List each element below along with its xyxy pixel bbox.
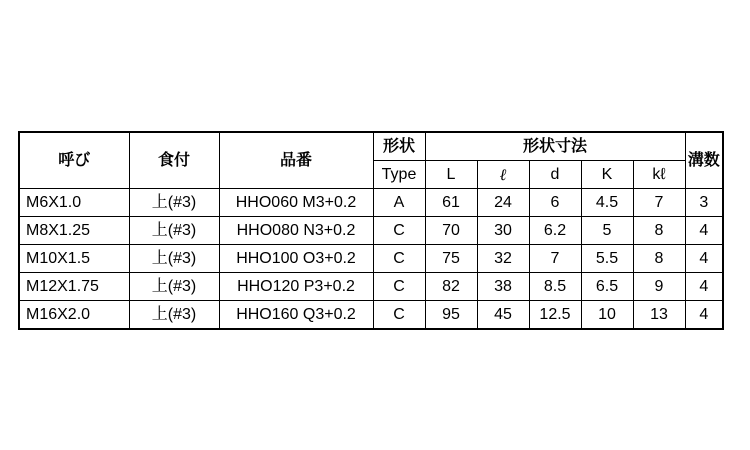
table-row	[19, 217, 723, 245]
cell-L: 61	[425, 189, 477, 217]
cell-kuitsuki: 上(#3)	[129, 245, 219, 273]
cell-yobi: M8X1.25	[19, 217, 129, 245]
cell-K: 4.5	[581, 189, 633, 217]
header-row-1	[19, 132, 723, 161]
cell-d: 6.2	[529, 217, 581, 245]
table-row	[19, 273, 723, 301]
cell-L: 95	[425, 301, 477, 330]
cell-mizo: 4	[685, 273, 723, 301]
header-kuitsuki: 食付	[129, 132, 219, 189]
cell-K: 5	[581, 217, 633, 245]
header-hinban: 品番	[219, 132, 373, 189]
cell-L: 75	[425, 245, 477, 273]
header-dim-L: L	[425, 161, 477, 189]
cell-kuitsuki: 上(#3)	[129, 217, 219, 245]
cell-mizo: 4	[685, 245, 723, 273]
cell-kell: 9	[633, 273, 685, 301]
table-row	[19, 301, 723, 330]
header-dim-ell: ℓ	[477, 161, 529, 189]
cell-hinban: HHO060 M3+0.2	[219, 189, 373, 217]
cell-ell: 24	[477, 189, 529, 217]
cell-hinban: HHO080 N3+0.2	[219, 217, 373, 245]
cell-ell: 30	[477, 217, 529, 245]
cell-kell: 13	[633, 301, 685, 330]
cell-kuitsuki: 上(#3)	[129, 189, 219, 217]
cell-L: 82	[425, 273, 477, 301]
cell-type: C	[373, 273, 425, 301]
cell-d: 6	[529, 189, 581, 217]
table-row	[19, 189, 723, 217]
cell-d: 8.5	[529, 273, 581, 301]
cell-yobi: M10X1.5	[19, 245, 129, 273]
cell-type: C	[373, 245, 425, 273]
header-dim-d: d	[529, 161, 581, 189]
cell-type: A	[373, 189, 425, 217]
header-type: Type	[373, 161, 425, 189]
cell-kell: 8	[633, 217, 685, 245]
cell-mizo: 4	[685, 301, 723, 330]
cell-yobi: M12X1.75	[19, 273, 129, 301]
header-keijou: 形状	[373, 132, 425, 161]
cell-kuitsuki: 上(#3)	[129, 273, 219, 301]
cell-type: C	[373, 301, 425, 330]
cell-ell: 32	[477, 245, 529, 273]
cell-mizo: 4	[685, 217, 723, 245]
cell-kell: 7	[633, 189, 685, 217]
cell-K: 5.5	[581, 245, 633, 273]
cell-kell: 8	[633, 245, 685, 273]
cell-yobi: M16X2.0	[19, 301, 129, 330]
header-yobi: 呼び	[19, 132, 129, 189]
cell-K: 10	[581, 301, 633, 330]
header-mizo-su: 溝数	[685, 132, 723, 189]
cell-type: C	[373, 217, 425, 245]
cell-K: 6.5	[581, 273, 633, 301]
header-dim-kell: kℓ	[633, 161, 685, 189]
cell-yobi: M6X1.0	[19, 189, 129, 217]
cell-hinban: HHO100 O3+0.2	[219, 245, 373, 273]
header-keijou-sunpou: 形状寸法	[425, 132, 685, 161]
cell-mizo: 3	[685, 189, 723, 217]
table-row	[19, 245, 723, 273]
cell-d: 12.5	[529, 301, 581, 330]
cell-hinban: HHO120 P3+0.2	[219, 273, 373, 301]
cell-kuitsuki: 上(#3)	[129, 301, 219, 330]
cell-ell: 38	[477, 273, 529, 301]
cell-d: 7	[529, 245, 581, 273]
spec-table	[18, 131, 724, 330]
cell-ell: 45	[477, 301, 529, 330]
cell-L: 70	[425, 217, 477, 245]
cell-hinban: HHO160 Q3+0.2	[219, 301, 373, 330]
header-dim-K: K	[581, 161, 633, 189]
